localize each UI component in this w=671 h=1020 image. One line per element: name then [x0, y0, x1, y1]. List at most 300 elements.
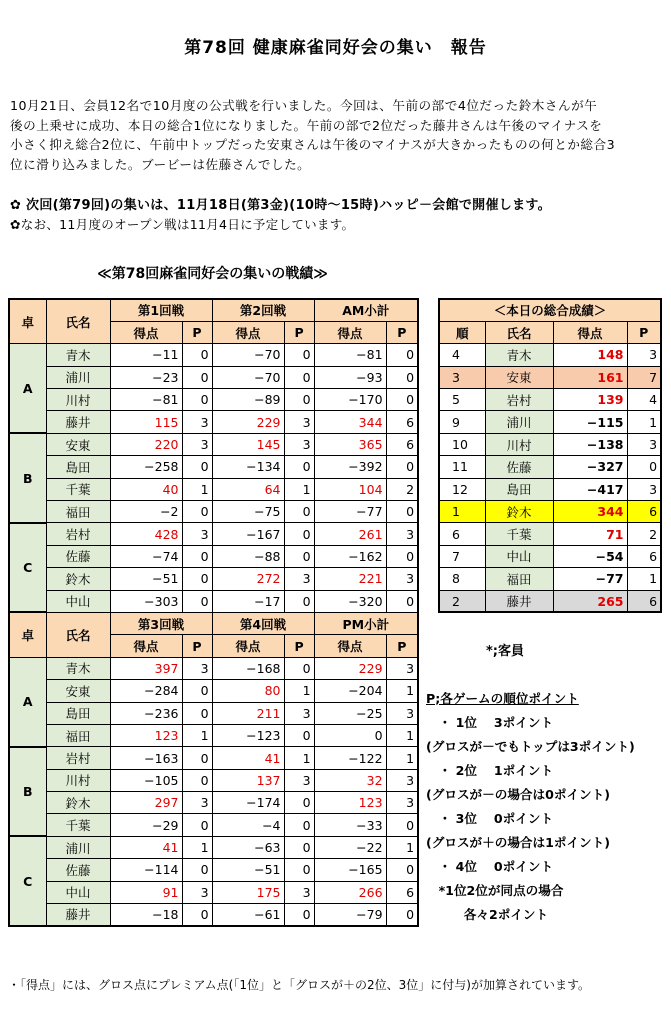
score-cell: −258: [110, 456, 182, 478]
point-cell: 0: [284, 545, 314, 567]
summary-name: 青木: [485, 344, 553, 366]
score-cell: −70: [212, 344, 284, 366]
score-cell: −11: [110, 344, 182, 366]
point-cell: 0: [182, 568, 212, 590]
summary-rank: 1: [439, 501, 485, 523]
summary-rank: 11: [439, 456, 485, 478]
player-name: 中山: [46, 881, 110, 903]
table-row: [9, 568, 418, 590]
score-cell: −70: [212, 366, 284, 388]
results-table: [8, 298, 419, 927]
score-cell: −63: [212, 836, 284, 858]
point-cell: 0: [182, 814, 212, 836]
point-cell: 0: [284, 523, 314, 545]
player-name: 福田: [46, 724, 110, 746]
header-taku: 卓: [9, 299, 46, 344]
score-cell: −165: [314, 859, 386, 881]
point-cell: 0: [182, 366, 212, 388]
table-row: [9, 680, 418, 702]
header-name: 氏名: [46, 299, 110, 344]
summary-rank: 12: [439, 478, 485, 500]
summary-rank: 8: [439, 568, 485, 590]
table-row: [9, 433, 418, 455]
point-cell: 0: [386, 501, 418, 523]
score-cell: 175: [212, 881, 284, 903]
player-name: 浦川: [46, 836, 110, 858]
table-row: [9, 747, 418, 769]
summary-score: −138: [553, 433, 627, 455]
summary-score: 148: [553, 344, 627, 366]
score-cell: −18: [110, 904, 182, 926]
score-cell: −134: [212, 456, 284, 478]
header-p: P: [386, 635, 418, 657]
score-cell: −81: [314, 344, 386, 366]
summary-p: 3: [627, 344, 661, 366]
score-cell: 211: [212, 702, 284, 724]
summary-row: [439, 366, 661, 388]
intro-paragraph: [10, 96, 660, 174]
point-cell: 0: [182, 680, 212, 702]
footnote: ・「得点」には、グロス点にプレミアム点(「1位」と「グロスが＋の2位、3位」に付与)が加算されています。: [8, 978, 590, 992]
player-name: 青木: [46, 657, 110, 679]
summary-name: 島田: [485, 478, 553, 500]
point-cell: 0: [386, 344, 418, 366]
summary-score: 265: [553, 590, 627, 612]
point-cell: 3: [386, 792, 418, 814]
point-cell: 0: [284, 792, 314, 814]
table-row: [9, 590, 418, 612]
taku-cell: B: [9, 433, 46, 523]
player-name: 千葉: [46, 814, 110, 836]
score-cell: 80: [212, 680, 284, 702]
table-row: [9, 366, 418, 388]
header-score: 得点: [110, 321, 182, 343]
point-cell: 6: [386, 433, 418, 455]
score-cell: 41: [212, 747, 284, 769]
point-cell: 6: [386, 881, 418, 903]
summary-row: [439, 433, 661, 455]
table-row: [9, 545, 418, 567]
table-row: [9, 881, 418, 903]
points-rule-line: ・ 4位 0ポイント: [426, 859, 554, 874]
score-cell: −33: [314, 814, 386, 836]
header-score: 得点: [110, 635, 182, 657]
header-game: 第2回戦: [212, 299, 314, 321]
summary-rank: 10: [439, 433, 485, 455]
summary-name: 鈴木: [485, 501, 553, 523]
point-cell: 3: [182, 792, 212, 814]
point-cell: 1: [386, 680, 418, 702]
score-cell: 115: [110, 411, 182, 433]
score-cell: −88: [212, 545, 284, 567]
score-cell: −79: [314, 904, 386, 926]
summary-row: [439, 545, 661, 567]
player-name: 島田: [46, 702, 110, 724]
intro-line: 位に滑り込みました。ブービーは佐藤さんでした。: [10, 156, 311, 172]
summary-p: 6: [627, 501, 661, 523]
score-cell: 365: [314, 433, 386, 455]
point-cell: 0: [284, 724, 314, 746]
point-cell: 0: [182, 904, 212, 926]
header-game: 第4回戦: [212, 612, 314, 634]
summary-rank: 7: [439, 545, 485, 567]
score-cell: 221: [314, 568, 386, 590]
score-cell: 104: [314, 478, 386, 500]
taku-cell: C: [9, 836, 46, 926]
summary-name: 千葉: [485, 523, 553, 545]
header-score: 得点: [212, 635, 284, 657]
header-score: 得点: [212, 321, 284, 343]
table-row: [9, 523, 418, 545]
point-cell: 0: [284, 904, 314, 926]
points-rule-line: (グロスが＋の場合は1ポイント): [426, 835, 610, 850]
score-cell: 229: [314, 657, 386, 679]
player-name: 川村: [46, 389, 110, 411]
table-row: [9, 657, 418, 679]
open-game-notice: ✿なお、11月度のオープン戦は11月4日に予定しています。: [10, 217, 355, 232]
table-row: [9, 904, 418, 926]
point-cell: 3: [386, 523, 418, 545]
score-cell: −61: [212, 904, 284, 926]
player-name: 青木: [46, 344, 110, 366]
summary-name: 川村: [485, 433, 553, 455]
intro-line: 10月21日、会員12名で10月度の公式戦を行いました。今回は、午前の部で4位だった鈴木さんが午: [10, 98, 598, 113]
point-cell: 3: [284, 411, 314, 433]
summary-row: [439, 478, 661, 500]
intro-line: 小さく抑え総合2位に、午前中トップだった安東さんは午後のマイナスが大きかったものの何とか総合3: [10, 137, 616, 152]
point-cell: 3: [182, 433, 212, 455]
player-name: 安東: [46, 433, 110, 455]
point-cell: 0: [182, 344, 212, 366]
score-cell: −123: [212, 724, 284, 746]
table-row: [9, 724, 418, 746]
header-game: PM小計: [314, 612, 418, 634]
summary-name: 中山: [485, 545, 553, 567]
point-cell: 0: [386, 366, 418, 388]
score-cell: −320: [314, 590, 386, 612]
score-cell: −162: [314, 545, 386, 567]
score-cell: −22: [314, 836, 386, 858]
player-name: 中山: [46, 590, 110, 612]
score-cell: 145: [212, 433, 284, 455]
header-p: P: [182, 635, 212, 657]
score-cell: −168: [212, 657, 284, 679]
point-cell: 3: [182, 411, 212, 433]
header-score: 得点: [314, 321, 386, 343]
points-rule-line: ・ 1位 3ポイント: [426, 715, 554, 730]
score-cell: −392: [314, 456, 386, 478]
score-cell: 261: [314, 523, 386, 545]
summary-p: 0: [627, 456, 661, 478]
summary-p: 3: [627, 433, 661, 455]
score-cell: −167: [212, 523, 284, 545]
score-cell: 123: [110, 724, 182, 746]
point-cell: 0: [182, 747, 212, 769]
summary-header-p: P: [627, 321, 661, 343]
taku-cell: A: [9, 344, 46, 434]
summary-rank: 3: [439, 366, 485, 388]
summary-header-rank: 順: [439, 321, 485, 343]
score-cell: −4: [212, 814, 284, 836]
point-cell: 0: [182, 702, 212, 724]
summary-row: [439, 456, 661, 478]
taku-cell: B: [9, 747, 46, 837]
player-name: 川村: [46, 769, 110, 791]
player-name: 千葉: [46, 478, 110, 500]
point-cell: 0: [386, 389, 418, 411]
point-cell: 1: [386, 836, 418, 858]
score-cell: −75: [212, 501, 284, 523]
summary-title: ＜本日の総合成績＞: [439, 299, 661, 321]
table-row: [9, 478, 418, 500]
point-cell: 0: [284, 344, 314, 366]
table-row: [9, 702, 418, 724]
point-cell: 0: [284, 657, 314, 679]
taku-cell: A: [9, 657, 46, 747]
score-cell: 123: [314, 792, 386, 814]
table-row: [9, 389, 418, 411]
table-row: [9, 456, 418, 478]
summary-score: −327: [553, 456, 627, 478]
score-cell: −81: [110, 389, 182, 411]
summary-score: 71: [553, 523, 627, 545]
score-cell: −174: [212, 792, 284, 814]
next-meeting-notice: ✿ 次回(第79回)の集いは、11月18日(第3金)(10時〜15時)ハッピ－会館で開催します。: [10, 198, 551, 213]
score-cell: 229: [212, 411, 284, 433]
point-cell: 3: [386, 657, 418, 679]
summary-name: 福田: [485, 568, 553, 590]
player-name: 島田: [46, 456, 110, 478]
score-cell: −122: [314, 747, 386, 769]
summary-score: −115: [553, 411, 627, 433]
point-cell: 3: [284, 568, 314, 590]
points-rule-line: 各々2ポイント: [426, 907, 549, 922]
points-rule-line: *1位2位が同点の場合: [426, 883, 564, 898]
summary-rank: 2: [439, 590, 485, 612]
points-rule-line: (グロスが－の場合は0ポイント): [426, 787, 610, 802]
summary-table: [438, 298, 662, 613]
score-cell: −77: [314, 501, 386, 523]
point-cell: 1: [386, 747, 418, 769]
summary-header-score: 得点: [553, 321, 627, 343]
point-cell: 2: [386, 478, 418, 500]
summary-rank: 6: [439, 523, 485, 545]
points-rule-line: P;各ゲームの順位ポイント: [426, 691, 579, 706]
table-row: [9, 814, 418, 836]
score-cell: 91: [110, 881, 182, 903]
table-row: [9, 859, 418, 881]
score-cell: −23: [110, 366, 182, 388]
summary-name: 安東: [485, 366, 553, 388]
point-cell: 0: [284, 859, 314, 881]
summary-name: 藤井: [485, 590, 553, 612]
score-cell: 137: [212, 769, 284, 791]
point-cell: 3: [284, 881, 314, 903]
summary-p: 6: [627, 590, 661, 612]
summary-p: 2: [627, 523, 661, 545]
summary-p: 3: [627, 478, 661, 500]
summary-row: [439, 411, 661, 433]
point-cell: 0: [182, 456, 212, 478]
point-cell: 0: [182, 501, 212, 523]
table-row: [9, 501, 418, 523]
summary-p: 6: [627, 545, 661, 567]
score-cell: 397: [110, 657, 182, 679]
point-cell: 3: [284, 769, 314, 791]
score-cell: −51: [212, 859, 284, 881]
summary-row: [439, 501, 661, 523]
score-cell: −25: [314, 702, 386, 724]
point-cell: 3: [284, 702, 314, 724]
player-name: 佐藤: [46, 545, 110, 567]
player-name: 藤井: [46, 904, 110, 926]
score-cell: −303: [110, 590, 182, 612]
score-cell: −204: [314, 680, 386, 702]
score-cell: −17: [212, 590, 284, 612]
header-taku: 卓: [9, 612, 46, 657]
summary-score: −417: [553, 478, 627, 500]
header-row: [9, 299, 418, 321]
point-cell: 6: [386, 411, 418, 433]
point-cell: 3: [182, 657, 212, 679]
point-cell: 1: [284, 478, 314, 500]
header-game: 第1回戦: [110, 299, 212, 321]
score-cell: 41: [110, 836, 182, 858]
score-cell: −284: [110, 680, 182, 702]
point-cell: 0: [386, 904, 418, 926]
summary-score: 344: [553, 501, 627, 523]
summary-row: [439, 590, 661, 612]
page-title: 第78回 健康麻雀同好会の集い 報告: [184, 38, 487, 58]
summary-score: 139: [553, 389, 627, 411]
score-cell: −2: [110, 501, 182, 523]
table-row: [9, 836, 418, 858]
point-cell: 0: [182, 545, 212, 567]
point-cell: 1: [284, 747, 314, 769]
intro-line: 後の上乗せに成功、本日の総合1位になりました。午前の部で2位だった藤井さんは午後のマイナスを: [10, 117, 603, 133]
header-p: P: [182, 321, 212, 343]
point-cell: 0: [386, 545, 418, 567]
player-name: 岩村: [46, 523, 110, 545]
score-cell: −74: [110, 545, 182, 567]
point-cell: 0: [386, 456, 418, 478]
point-cell: 1: [182, 478, 212, 500]
point-cell: 0: [182, 590, 212, 612]
point-cell: 0: [182, 859, 212, 881]
player-name: 福田: [46, 501, 110, 523]
record-title: ≪第78回麻雀同好会の集いの戦績≫: [97, 266, 328, 282]
summary-rank: 4: [439, 344, 485, 366]
summary-p: 4: [627, 389, 661, 411]
summary-score: 161: [553, 366, 627, 388]
score-cell: 32: [314, 769, 386, 791]
score-cell: −29: [110, 814, 182, 836]
score-cell: 297: [110, 792, 182, 814]
score-cell: −93: [314, 366, 386, 388]
points-rules: [426, 687, 666, 927]
score-cell: 344: [314, 411, 386, 433]
point-cell: 0: [284, 836, 314, 858]
player-name: 安東: [46, 680, 110, 702]
point-cell: 0: [284, 814, 314, 836]
score-cell: 266: [314, 881, 386, 903]
summary-rank: 9: [439, 411, 485, 433]
score-cell: −89: [212, 389, 284, 411]
point-cell: 0: [386, 814, 418, 836]
point-cell: 1: [386, 724, 418, 746]
header-p: P: [386, 321, 418, 343]
player-name: 藤井: [46, 411, 110, 433]
table-row: [9, 769, 418, 791]
score-cell: −236: [110, 702, 182, 724]
summary-name: 岩村: [485, 389, 553, 411]
score-cell: −170: [314, 389, 386, 411]
point-cell: 1: [182, 836, 212, 858]
table-row: [9, 344, 418, 366]
summary-row: [439, 389, 661, 411]
point-cell: 0: [284, 389, 314, 411]
point-cell: 0: [182, 769, 212, 791]
score-cell: 40: [110, 478, 182, 500]
score-cell: 428: [110, 523, 182, 545]
summary-p: 1: [627, 568, 661, 590]
taku-cell: C: [9, 523, 46, 613]
summary-name: 浦川: [485, 411, 553, 433]
score-cell: 220: [110, 433, 182, 455]
guest-note: *;客員: [486, 644, 524, 659]
summary-p: 1: [627, 411, 661, 433]
point-cell: 0: [386, 590, 418, 612]
header-row: [9, 612, 418, 634]
summary-name: 佐藤: [485, 456, 553, 478]
score-cell: 64: [212, 478, 284, 500]
point-cell: 1: [182, 724, 212, 746]
player-name: 佐藤: [46, 859, 110, 881]
point-cell: 3: [386, 769, 418, 791]
header-game: AM小計: [314, 299, 418, 321]
header-game: 第3回戦: [110, 612, 212, 634]
point-cell: 3: [386, 568, 418, 590]
score-cell: −163: [110, 747, 182, 769]
score-cell: 0: [314, 724, 386, 746]
table-row: [9, 792, 418, 814]
point-cell: 3: [182, 523, 212, 545]
points-rule-line: ・ 2位 1ポイント: [426, 763, 554, 778]
summary-row: [439, 344, 661, 366]
summary-header-name: 氏名: [485, 321, 553, 343]
player-name: 岩村: [46, 747, 110, 769]
point-cell: 3: [182, 881, 212, 903]
summary-row: [439, 568, 661, 590]
points-rule-line: ・ 3位 0ポイント: [426, 811, 554, 826]
point-cell: 3: [284, 433, 314, 455]
summary-score: −77: [553, 568, 627, 590]
header-p: P: [284, 321, 314, 343]
point-cell: 3: [386, 702, 418, 724]
header-name: 氏名: [46, 612, 110, 657]
table-row: [9, 411, 418, 433]
summary-p: 7: [627, 366, 661, 388]
point-cell: 0: [284, 501, 314, 523]
player-name: 鈴木: [46, 792, 110, 814]
header-score: 得点: [314, 635, 386, 657]
summary-score: −54: [553, 545, 627, 567]
points-rule-line: (グロスが－でもトップは3ポイント): [426, 739, 635, 754]
score-cell: 272: [212, 568, 284, 590]
point-cell: 0: [284, 456, 314, 478]
score-cell: −105: [110, 769, 182, 791]
score-cell: −51: [110, 568, 182, 590]
